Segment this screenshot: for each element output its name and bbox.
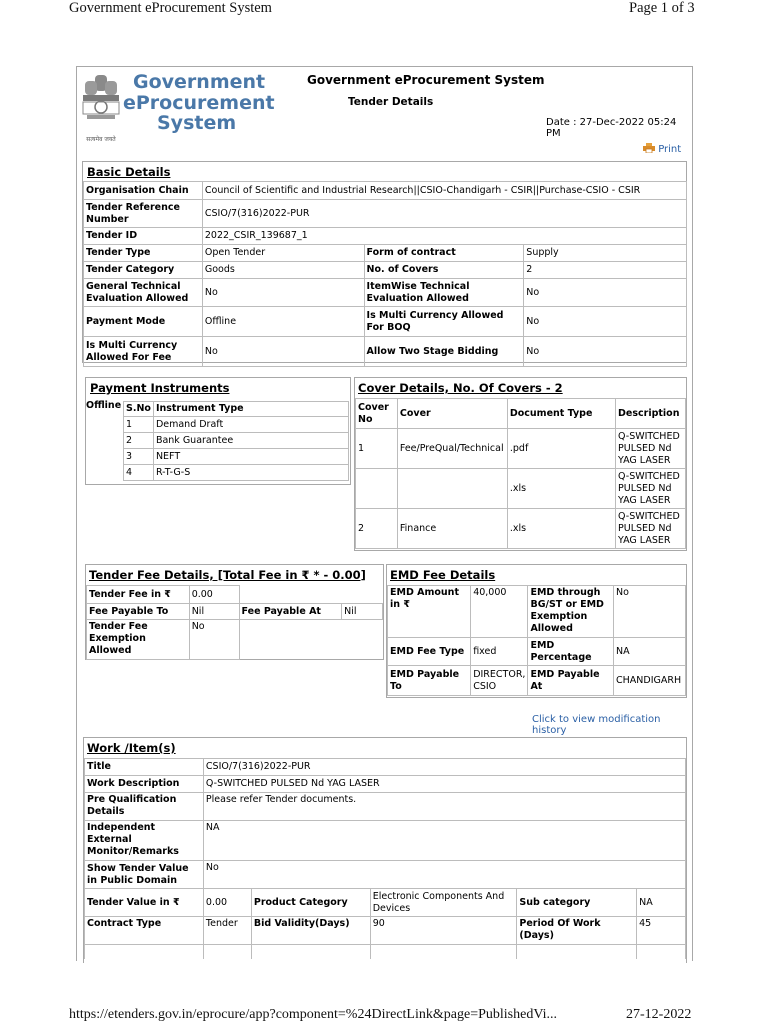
tender-fee-caption: Tender Fee Details, [Total Fee in ₹ * - 0.00] bbox=[89, 568, 366, 582]
emd-payable-to-value: DIRECTOR, CSIO bbox=[471, 666, 528, 696]
itemwise-value: No bbox=[524, 279, 687, 307]
national-emblem-icon bbox=[77, 71, 125, 141]
fee-payable-at-label: Fee Payable At bbox=[239, 604, 342, 620]
fee-payable-to-value: Nil bbox=[189, 604, 239, 620]
monitor-value: NA bbox=[203, 821, 685, 861]
gte-label: General Technical Evaluation Allowed bbox=[84, 279, 203, 307]
show-value-label: Show Tender Value in Public Domain bbox=[85, 861, 204, 889]
logo-line-1: Government bbox=[133, 71, 266, 93]
site-title: Government eProcurement System bbox=[307, 73, 545, 87]
contract-type-label: Contract Type bbox=[85, 917, 204, 945]
fee-payable-at-value: Nil bbox=[342, 604, 383, 620]
print-link[interactable] bbox=[643, 143, 681, 155]
cover-description: Q-SWITCHED PULSED Nd YAG LASER bbox=[616, 429, 686, 469]
fee-exemption-value: No bbox=[189, 620, 239, 660]
tender-page bbox=[76, 66, 693, 961]
tender-value-value: 0.00 bbox=[203, 889, 251, 917]
footer-date: 27-12-2022 bbox=[626, 1007, 692, 1022]
ref-value: CSIO/7(316)2022-PUR bbox=[202, 200, 686, 228]
logo-line-2: eProcurement bbox=[123, 92, 275, 114]
doc-type: .xls bbox=[507, 469, 615, 509]
org-chain-value: Council of Scientific and Industrial Research||CSIO-Chandigarh - CSIR||Purchase-CSIO - CSIR bbox=[202, 182, 686, 200]
modification-history-link[interactable]: Click to view modification history bbox=[532, 714, 661, 736]
period-label: Period Of Work (Days) bbox=[517, 917, 637, 945]
ref-label: Tender Reference Number bbox=[84, 200, 203, 228]
logo-line-3: System bbox=[157, 112, 237, 134]
multi-boq-label: Is Multi Currency Allowed For BOQ bbox=[364, 307, 524, 337]
bid-validity-label: Bid Validity(Days) bbox=[251, 917, 370, 945]
covers-label: No. of Covers bbox=[364, 262, 524, 279]
payment-mode-value: Offline bbox=[202, 307, 364, 337]
print-label: Print bbox=[658, 144, 682, 155]
doc-type: .pdf bbox=[507, 429, 615, 469]
multi-fee-label: Is Multi Currency Allowed For Fee bbox=[84, 337, 203, 367]
monitor-label: Independent External Monitor/Remarks bbox=[85, 821, 204, 861]
instrument-table bbox=[123, 401, 349, 481]
payment-mode-tag: Offline bbox=[86, 400, 122, 411]
instrument-sno: 4 bbox=[124, 465, 154, 481]
cover-no: 1 bbox=[356, 429, 398, 469]
cover-header: Cover bbox=[397, 399, 507, 429]
payment-instruments-caption: Payment Instruments bbox=[90, 381, 230, 395]
covers-value: 2 bbox=[524, 262, 687, 279]
description-header: Description bbox=[616, 399, 686, 429]
product-category-label: Product Category bbox=[251, 889, 370, 917]
contract-type-value: Tender bbox=[203, 917, 251, 945]
emd-payable-at-label: EMD Payable At bbox=[528, 666, 614, 696]
printer-icon bbox=[643, 143, 655, 153]
tender-category-value: Goods bbox=[202, 262, 364, 279]
instrument-type: R-T-G-S bbox=[153, 465, 348, 481]
payment-mode-label: Payment Mode bbox=[84, 307, 203, 337]
two-stage-label: Allow Two Stage Bidding bbox=[364, 337, 524, 367]
instrument-type: Demand Draft bbox=[153, 417, 348, 433]
instrument-sno: 2 bbox=[124, 433, 154, 449]
product-category-value: Electronic Components And Devices bbox=[370, 889, 517, 917]
cover-details-caption: Cover Details, No. Of Covers - 2 bbox=[358, 381, 563, 395]
tender-fee-value: 0.00 bbox=[189, 586, 239, 604]
work-items-table bbox=[84, 758, 686, 959]
contract-form-label: Form of contract bbox=[364, 245, 524, 262]
emd-fee-table bbox=[387, 585, 686, 696]
bid-validity-value: 90 bbox=[370, 917, 517, 945]
emd-payable-at-value: CHANDIGARH bbox=[614, 666, 686, 696]
emd-amount-label: EMD Amount in ₹ bbox=[388, 586, 471, 638]
cover-no-header: Cover No bbox=[356, 399, 398, 429]
gte-value: No bbox=[202, 279, 364, 307]
table-row bbox=[124, 433, 349, 449]
fee-exemption-label: Tender Fee Exemption Allowed bbox=[87, 620, 190, 660]
emd-fee-type-label: EMD Fee Type bbox=[388, 638, 471, 666]
tender-type-label: Tender Type bbox=[84, 245, 203, 262]
instrument-sno: 1 bbox=[124, 417, 154, 433]
page-subtitle: Tender Details bbox=[348, 96, 434, 108]
prequal-value: Please refer Tender documents. bbox=[203, 793, 685, 821]
multi-boq-value: No bbox=[524, 307, 687, 337]
tender-id-value: 2022_CSIR_139687_1 bbox=[202, 228, 686, 245]
tender-fee-table bbox=[86, 585, 383, 660]
sub-category-label: Sub category bbox=[517, 889, 637, 917]
table-row bbox=[124, 449, 349, 465]
tender-fee-label: Tender Fee in ₹ bbox=[87, 586, 190, 604]
sub-category-value: NA bbox=[637, 889, 686, 917]
instrument-type-header: Instrument Type bbox=[153, 402, 348, 417]
basic-details-caption: Basic Details bbox=[87, 165, 171, 179]
page-count: Page 1 of 3 bbox=[629, 0, 695, 16]
basic-details-table bbox=[83, 181, 687, 367]
emd-payable-to-label: EMD Payable To bbox=[388, 666, 471, 696]
cover-no: 2 bbox=[356, 509, 398, 549]
print-header-title: Government eProcurement System bbox=[69, 0, 272, 16]
cover-name: Finance bbox=[397, 509, 507, 549]
fee-payable-to-label: Fee Payable To bbox=[87, 604, 190, 620]
doc-type-header: Document Type bbox=[507, 399, 615, 429]
table-row bbox=[356, 469, 686, 509]
emd-percentage-value: NA bbox=[614, 638, 686, 666]
period-value: 45 bbox=[637, 917, 686, 945]
cover-description: Q-SWITCHED PULSED Nd YAG LASER bbox=[616, 469, 686, 509]
footer-url: https://etenders.gov.in/eprocure/app?component=%24DirectLink&page=PublishedVi... bbox=[69, 1007, 557, 1022]
table-row bbox=[356, 509, 686, 549]
cover-name: Fee/PreQual/Technical bbox=[397, 429, 507, 469]
instrument-sno-header: S.No bbox=[124, 402, 154, 417]
emd-fee-caption: EMD Fee Details bbox=[390, 568, 496, 582]
doc-type: .xls bbox=[507, 509, 615, 549]
prequal-label: Pre Qualification Details bbox=[85, 793, 204, 821]
contract-form-value: Supply bbox=[524, 245, 687, 262]
report-date: Date : 27-Dec-2022 05:24 PM bbox=[546, 117, 677, 139]
table-row bbox=[124, 417, 349, 433]
work-desc-value: Q-SWITCHED PULSED Nd YAG LASER bbox=[203, 776, 685, 793]
itemwise-label: ItemWise Technical Evaluation Allowed bbox=[364, 279, 524, 307]
table-row bbox=[124, 465, 349, 481]
emd-fee-type-value: fixed bbox=[471, 638, 528, 666]
emd-amount-value: 40,000 bbox=[471, 586, 528, 638]
tender-type-value: Open Tender bbox=[202, 245, 364, 262]
work-title-label: Title bbox=[85, 759, 204, 776]
tender-id-label: Tender ID bbox=[84, 228, 203, 245]
cover-table bbox=[355, 398, 686, 549]
show-value-value: No bbox=[203, 861, 685, 889]
table-row bbox=[356, 429, 686, 469]
emblem-motto: सत्यमेव जयते bbox=[86, 136, 116, 143]
org-chain-label: Organisation Chain bbox=[84, 182, 203, 200]
instrument-sno: 3 bbox=[124, 449, 154, 465]
work-title-value: CSIO/7(316)2022-PUR bbox=[203, 759, 685, 776]
cover-description: Q-SWITCHED PULSED Nd YAG LASER bbox=[616, 509, 686, 549]
work-desc-label: Work Description bbox=[85, 776, 204, 793]
emd-through-label: EMD through BG/ST or EMD Exemption Allowed bbox=[528, 586, 614, 638]
multi-fee-value: No bbox=[202, 337, 364, 367]
emd-percentage-label: EMD Percentage bbox=[528, 638, 614, 666]
instrument-type: Bank Guarantee bbox=[153, 433, 348, 449]
instrument-type: NEFT bbox=[153, 449, 348, 465]
tender-category-label: Tender Category bbox=[84, 262, 203, 279]
two-stage-value: No bbox=[524, 337, 687, 367]
tender-value-label: Tender Value in ₹ bbox=[85, 889, 204, 917]
emd-through-value: No bbox=[614, 586, 686, 638]
work-items-caption: Work /Item(s) bbox=[87, 741, 176, 755]
